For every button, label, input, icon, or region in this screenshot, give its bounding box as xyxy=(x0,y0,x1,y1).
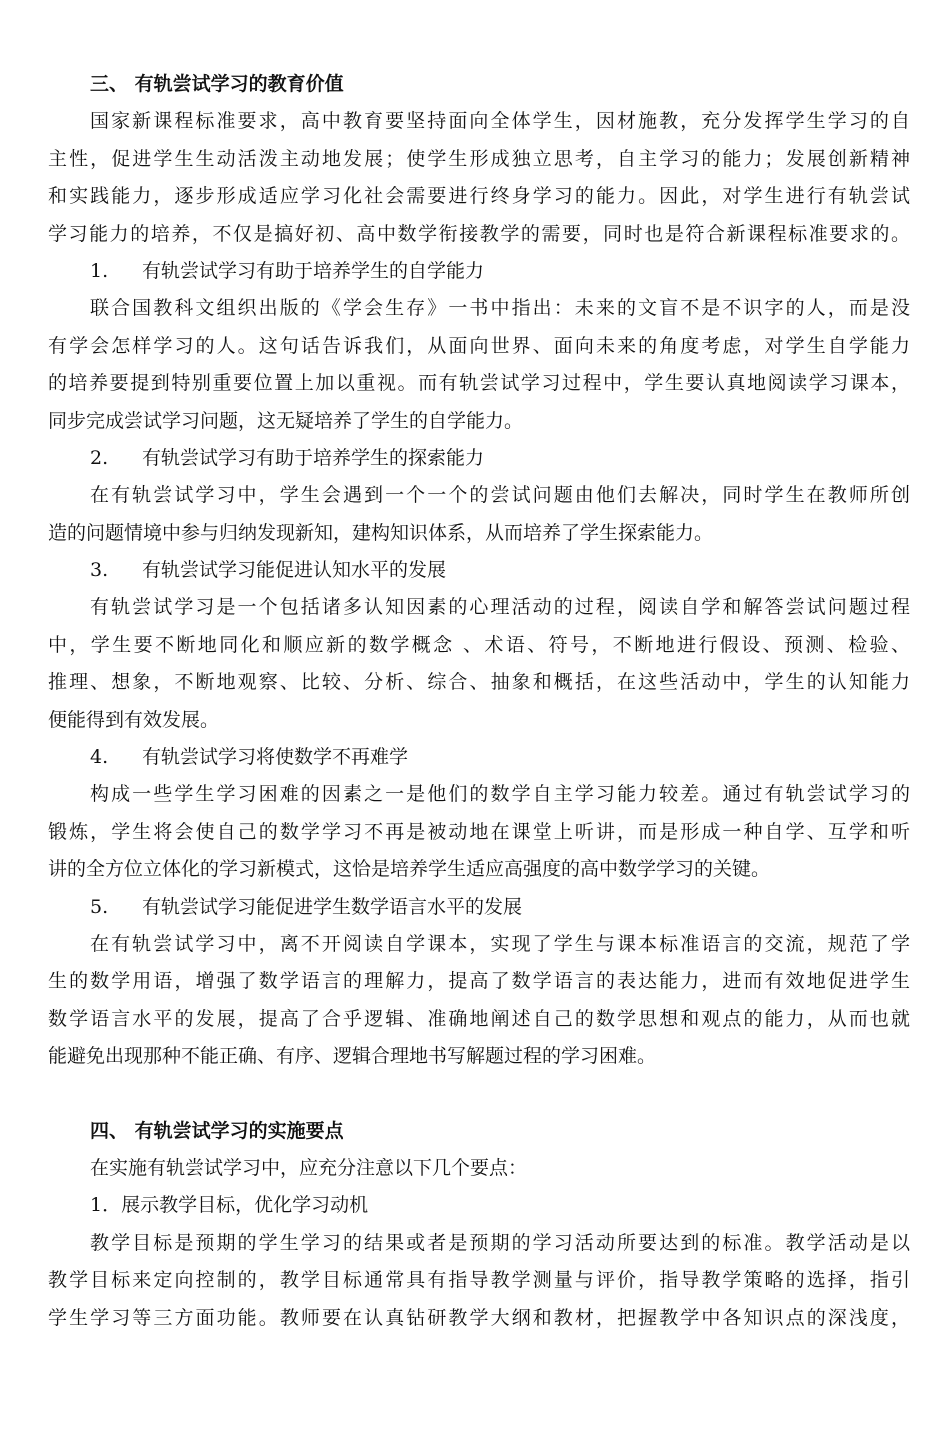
subheading-title: 有轨尝试学习能促进学生数学语言水平的发展 xyxy=(142,895,523,918)
paragraph-line: 中，学生要不断地同化和顺应新的数学概念 、术语、符号，不断地进行假设、预测、检验、 xyxy=(48,633,910,656)
paragraph-line: 同步完成尝试学习问题，这无疑培养了学生的自学能力。 xyxy=(48,409,524,432)
paragraph-line: 在有轨尝试学习中，离不开阅读自学课本，实现了学生与课本标准语言的交流，规范了学 xyxy=(90,932,910,955)
subheading-3 xyxy=(48,552,910,589)
paragraph-line: 数学语言水平的发展，提高了合乎逻辑、准确地阐述自己的数学思想和观点的能力，从而也就 xyxy=(48,1007,910,1030)
paragraph-line: 的培养要提到特别重要位置上加以重视。而有轨尝试学习过程中，学生要认真地阅读学习课本， xyxy=(48,372,910,395)
subheading-number: 5. xyxy=(90,895,109,918)
paragraph-line: 国家新课程标准要求，高中教育要坚持面向全体学生，因材施教，充分发挥学生学习的自 xyxy=(90,110,910,133)
subheading-title: 有轨尝试学习有助于培养学生的探索能力 xyxy=(142,446,485,469)
subheading-title: 有轨尝试学习能促进认知水平的发展 xyxy=(142,559,447,582)
paragraph-line: 和实践能力，逐步形成适应学习化社会需要进行终身学习的能力。因此，对学生进行有轨尝试 xyxy=(48,185,910,208)
section-spacer xyxy=(48,1076,910,1113)
paragraph-line: 联合国教科文组织出版的《学会生存》一书中指出：未来的文盲不是不识字的人，而是没 xyxy=(90,297,910,320)
paragraph-line: 能避免出现那种不能正确、有序、逻辑合理地书写解题过程的学习困难。 xyxy=(48,1045,657,1068)
subheading-4 xyxy=(48,739,910,776)
subheading-title: 有轨尝试学习将使数学不再难学 xyxy=(142,746,409,769)
paragraph-line: 学生学习等三方面功能。教师要在认真钻研教学大纲和教材，把握教学中各知识点的深浅度， xyxy=(48,1306,910,1329)
paragraph-line: 便能得到有效发展。 xyxy=(48,708,220,731)
subheading-number: 3. xyxy=(90,559,109,582)
paragraph-line: 教学目标来定向控制的，教学目标通常具有指导教学测量与评价，指导教学策略的选择，指引 xyxy=(48,1269,910,1292)
paragraph-line: 造的问题情境中参与归纳发现新知，建构知识体系，从而培养了学生探索能力。 xyxy=(48,521,714,544)
subheading-5 xyxy=(48,889,910,926)
paragraph-line: 有学会怎样学习的人。这句话告诉我们，从面向世界、面向未来的角度考虑，对学生自学能力 xyxy=(48,334,910,357)
paragraph-line: 推理、想象，不断地观察、比较、分析、综合、抽象和概括，在这些活动中，学生的认知能力 xyxy=(48,671,910,694)
subheading-number: 2. xyxy=(90,446,109,469)
paragraph-line: 构成一些学生学习困难的因素之一是他们的数学自主学习能力较差。通过有轨尝试学习的 xyxy=(90,783,910,806)
subheading-title: 有轨尝试学习有助于培养学生的自学能力 xyxy=(142,259,485,282)
paragraph-line: 在实施有轨尝试学习中，应充分注意以下几个要点： xyxy=(90,1156,528,1179)
subheading-number: 4. xyxy=(90,746,109,769)
subheading-1 xyxy=(48,253,910,290)
section-4-heading: 四、 有轨尝试学习的实施要点 xyxy=(90,1119,344,1142)
subheading-number: 1. xyxy=(90,259,109,282)
paragraph-line: 锻炼，学生将会使自己的数学学习不再是被动地在课堂上听讲，而是形成一种自学、互学和听 xyxy=(48,820,910,843)
paragraph-line: 生的数学用语，增强了数学语言的理解力，提高了数学语言的表达能力，进而有效地促进学生 xyxy=(48,970,910,993)
paragraph-line: 有轨尝试学习是一个包括诸多认知因素的心理活动的过程，阅读自学和解答尝试问题过程 xyxy=(90,596,910,619)
paragraph-line: 主性，促进学生生动活泼主动地发展；使学生形成独立思考，自主学习的能力；发展创新精神 xyxy=(48,147,910,170)
paragraph-line: 在有轨尝试学习中，学生会遇到一个一个的尝试问题由他们去解决，同时学生在教师所创 xyxy=(90,484,910,507)
paragraph-line: 学习能力的培养，不仅是搞好初、高中数学衔接教学的需要，同时也是符合新课程标准要求的。 xyxy=(48,222,910,245)
section-3-heading: 三、 有轨尝试学习的教育价值 xyxy=(90,73,344,95)
subheading-4-1: 1．展示教学目标，优化学习动机 xyxy=(90,1194,369,1217)
paragraph-line: 讲的全方位立体化的学习新模式，这恰是培养学生适应高强度的高中数学学习的关键。 xyxy=(48,858,771,881)
paragraph-line: 教学目标是预期的学生学习的结果或者是预期的学习活动所要达到的标准。教学活动是以 xyxy=(90,1231,910,1254)
subheading-2 xyxy=(48,440,910,477)
